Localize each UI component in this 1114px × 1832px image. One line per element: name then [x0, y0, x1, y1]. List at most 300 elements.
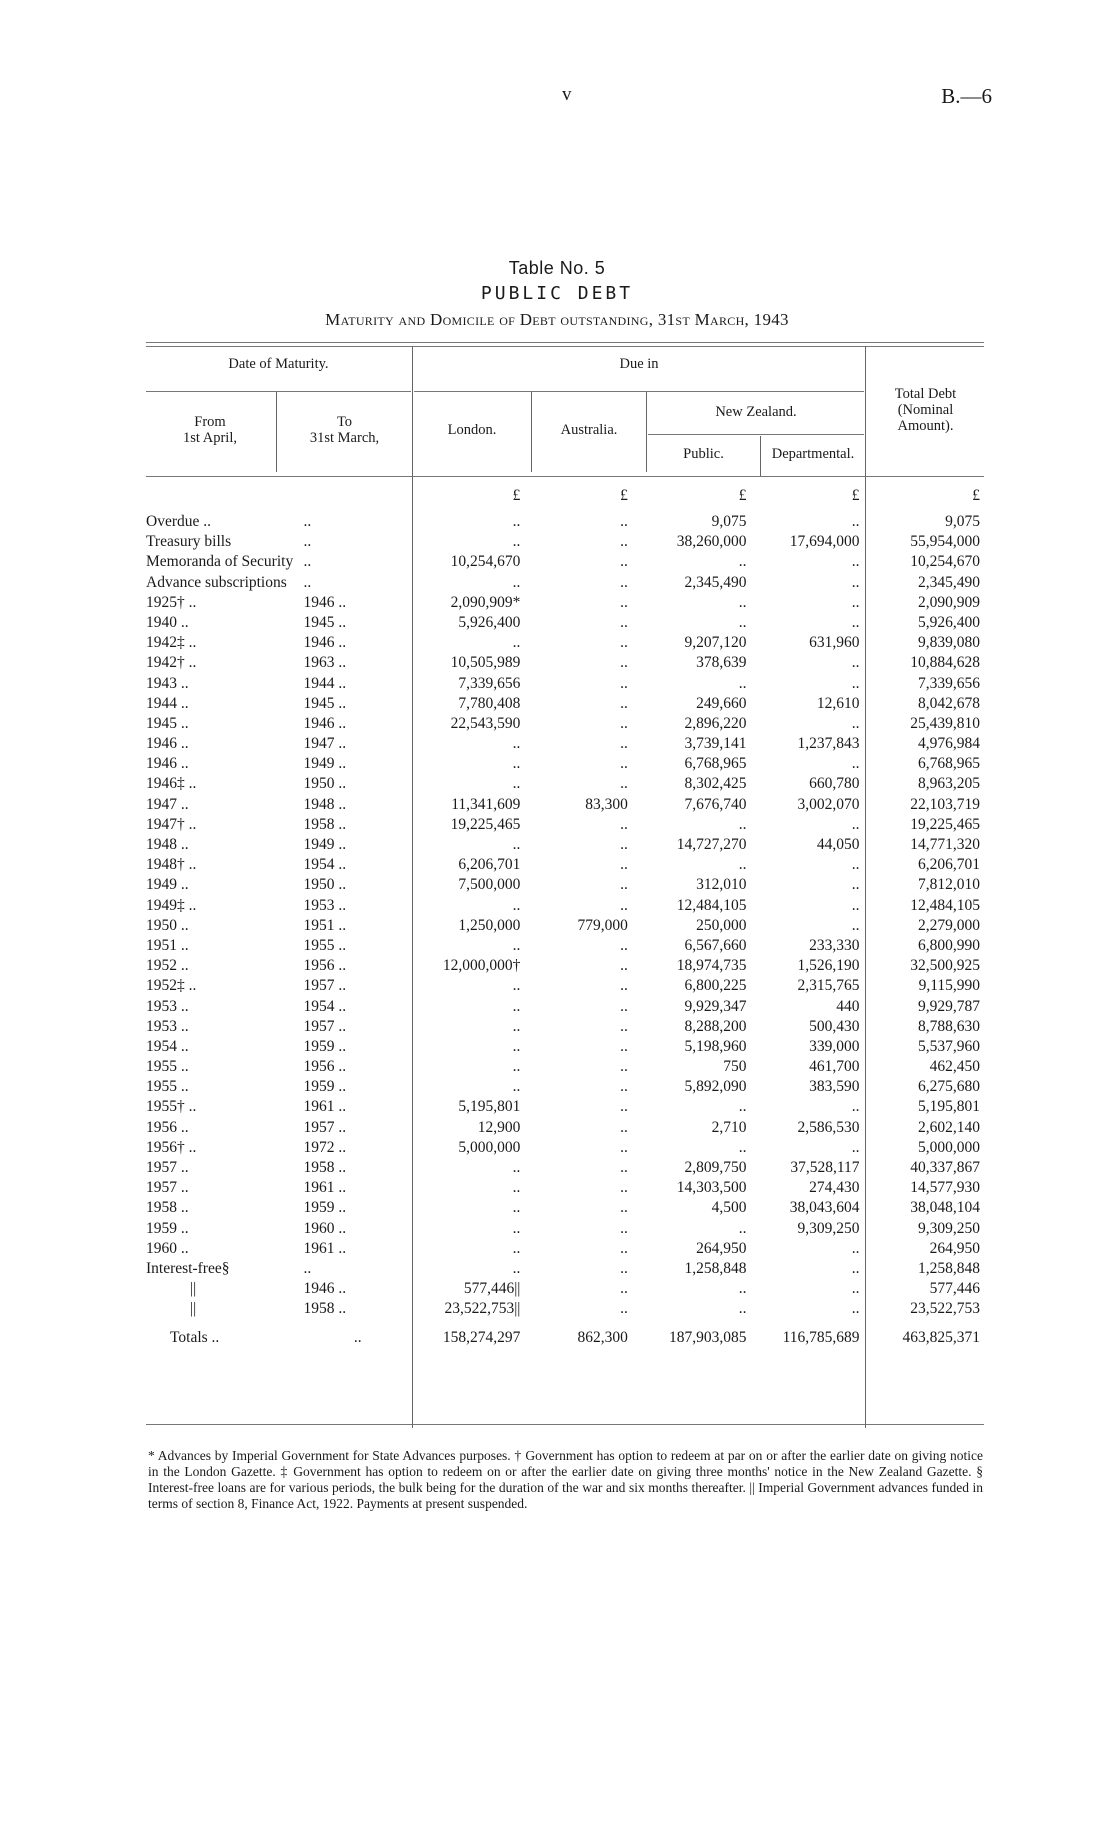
maturity-to: 1959 ..	[303, 1199, 347, 1217]
totals-to: ..	[353, 1328, 362, 1346]
maturity-from: 1958 ..	[146, 1199, 189, 1217]
nz-departmental-value: 383,590	[809, 1078, 860, 1096]
london-value: ..	[512, 513, 521, 530]
london-value: ..	[512, 1239, 521, 1257]
australia-value: ..	[620, 896, 628, 914]
nz-public-value: 9,929,347	[684, 997, 747, 1015]
table-row	[146, 613, 984, 633]
table-row	[146, 1198, 984, 1218]
london-value: ..	[512, 1219, 521, 1237]
total-value: 10,254,670	[910, 553, 980, 571]
australia-value: ..	[620, 1179, 628, 1197]
maturity-to: 1963 ..	[303, 654, 347, 672]
page-number: v	[562, 84, 572, 105]
maturity-to: 1949 ..	[303, 755, 347, 773]
nz-departmental-value: 461,700	[809, 1058, 860, 1076]
total-value: 9,115,990	[918, 977, 980, 995]
australia-value: ..	[620, 1219, 628, 1237]
nz-public-value: 14,727,270	[676, 836, 747, 853]
maturity-to: 1957 ..	[303, 977, 347, 995]
australia-value: ..	[620, 694, 628, 712]
total-value: 264,950	[929, 1239, 980, 1257]
currency-departmental: £	[851, 487, 860, 504]
maturity-from: 1960 ..	[146, 1239, 189, 1257]
total-value: 32,500,925	[910, 957, 980, 975]
maturity-from: 1953 ..	[146, 1017, 189, 1035]
table-row	[146, 1178, 984, 1198]
maturity-to: 1945 ..	[303, 694, 347, 712]
nz-public-value: ..	[738, 1098, 747, 1116]
maturity-from: 1947 ..	[146, 795, 189, 813]
nz-departmental-value: ..	[851, 714, 860, 732]
london-value: ..	[512, 573, 521, 591]
nz-public-value: ..	[738, 1138, 747, 1156]
nz-departmental-value: ..	[851, 1098, 860, 1116]
london-value: ..	[512, 735, 521, 753]
table-row	[146, 1138, 984, 1158]
maturity-to: 1954 ..	[303, 997, 347, 1015]
total-value: 2,279,000	[918, 916, 980, 934]
nz-departmental-value: ..	[851, 876, 860, 894]
table-row	[146, 774, 984, 794]
maturity-from: 1955† ..	[146, 1098, 197, 1116]
table-row	[146, 1259, 984, 1279]
nz-public-value: 378,639	[696, 654, 747, 672]
total-value: 5,537,960	[918, 1037, 980, 1055]
table-row	[146, 573, 984, 593]
australia-value: ..	[620, 714, 628, 732]
nz-public-value: ..	[738, 1219, 747, 1237]
total-debt-header	[867, 386, 984, 434]
australia-value: ..	[620, 997, 628, 1015]
header-top-rule-2	[146, 346, 984, 347]
nz-departmental-value: ..	[851, 613, 860, 631]
nz-departmental-value: ..	[851, 755, 860, 773]
maturity-to: 1946 ..	[303, 593, 347, 611]
maturity-to: ..	[303, 513, 312, 530]
nz-public-value: 264,950	[696, 1239, 747, 1257]
page-header	[0, 84, 1114, 108]
total-value: 22,103,719	[910, 795, 980, 813]
nz-departmental-value: ..	[851, 1300, 860, 1318]
table-bottom-rule	[146, 1424, 984, 1425]
nz-public-value: ..	[738, 553, 747, 571]
maturity-from: Interest-free§	[146, 1259, 230, 1277]
total-value: 7,812,010	[918, 876, 980, 894]
total-header-line-3: Amount).	[897, 418, 954, 434]
table-row	[146, 835, 984, 855]
london-value: 10,505,989	[450, 654, 521, 672]
table-row	[146, 1017, 984, 1037]
maturity-from: 1956 ..	[146, 1118, 189, 1136]
total-value: 14,771,320	[910, 836, 980, 853]
from-header-line-1: From	[194, 414, 226, 430]
nz-departmental-value: ..	[851, 916, 860, 934]
total-value: 577,446	[929, 1280, 980, 1298]
nz-departmental-value: ..	[851, 856, 860, 874]
table-row	[146, 936, 984, 956]
total-value: 9,929,787	[918, 997, 980, 1015]
australia-nz-divider	[646, 392, 647, 472]
nz-departmental-value: 9,309,250	[797, 1219, 860, 1237]
nz-departmental-value: ..	[851, 674, 860, 692]
maturity-to: 1954 ..	[303, 856, 347, 874]
maturity-from: 1949 ..	[146, 876, 189, 894]
australia-value: ..	[620, 775, 628, 793]
table-row	[146, 593, 984, 613]
table-row	[146, 956, 984, 976]
total-value: 9,075	[945, 513, 980, 530]
maturity-from: Treasury bills	[146, 533, 232, 551]
london-value: ..	[512, 936, 521, 954]
maturity-to: 1961 ..	[303, 1179, 347, 1197]
nz-departmental-value: ..	[851, 513, 860, 530]
maturity-to: 1958 ..	[303, 1300, 347, 1318]
new-zealand-rule	[648, 434, 864, 435]
nz-public-value: 250,000	[696, 916, 747, 934]
australia-value: ..	[620, 815, 628, 833]
maturity-to: 1959 ..	[303, 1037, 347, 1055]
due-in-rule	[414, 391, 864, 392]
table-row	[146, 552, 984, 572]
table-row	[146, 694, 984, 714]
nz-departmental-value: ..	[851, 896, 860, 914]
nz-public-value: 9,075	[711, 513, 747, 530]
table-row	[146, 1299, 984, 1319]
from-to-divider	[276, 392, 277, 472]
maturity-to: 1949 ..	[303, 836, 347, 853]
nz-public-value: ..	[738, 593, 747, 611]
table-subtitle: Maturity and Domicile of Debt outstanding, 31st March, 1943	[325, 310, 789, 329]
table-row	[146, 997, 984, 1017]
london-value: ..	[512, 1259, 521, 1277]
table-row	[146, 976, 984, 996]
nz-public-value: 2,809,750	[684, 1159, 747, 1176]
total-value: 5,000,000	[918, 1138, 980, 1156]
australia-value: ..	[620, 1017, 628, 1035]
australia-value: ..	[620, 674, 628, 692]
australia-value: ..	[620, 755, 628, 773]
nz-departmental-value: ..	[851, 573, 860, 591]
maturity-from: 1959 ..	[146, 1219, 189, 1237]
public-header: Public.	[683, 446, 724, 462]
nz-departmental-value: 1,526,190	[797, 957, 860, 975]
maturity-to: 1944 ..	[303, 674, 347, 692]
australia-value: ..	[620, 513, 628, 530]
australia-header: Australia.	[560, 422, 618, 438]
header-top-rule	[146, 342, 984, 343]
maturity-to: 1946 ..	[303, 634, 347, 652]
nz-departmental-value: 233,330	[809, 936, 860, 954]
total-value: 5,926,400	[918, 613, 980, 631]
australia-value: ..	[620, 573, 628, 591]
maturity-to: 1953 ..	[303, 896, 347, 914]
nz-public-value: 2,345,490	[684, 573, 747, 591]
nz-departmental-value: 17,694,000	[789, 533, 860, 551]
london-value: ..	[512, 1017, 521, 1035]
maturity-from: 1948 ..	[146, 836, 189, 853]
total-value: 40,337,867	[910, 1159, 980, 1176]
maturity-to: 1956 ..	[303, 1058, 347, 1076]
nz-public-value: 6,768,965	[684, 755, 747, 773]
london-value: 19,225,465	[450, 815, 521, 833]
nz-public-value: 3,739,141	[684, 735, 747, 753]
london-value: ..	[512, 1199, 521, 1217]
total-value: 55,954,000	[910, 533, 980, 551]
table-row	[146, 714, 984, 734]
new-zealand-header: New Zealand.	[715, 404, 797, 420]
australia-value: ..	[620, 533, 628, 551]
to-header-line-2: 31st March,	[309, 430, 380, 446]
australia-value: ..	[620, 634, 628, 652]
footnotes: * Advances by Imperial Government for State Advances purposes. † Government has option to redeem at par on or after the earlier date on giving notice in the London Gazette. ‡ Government has option to redeem on or after the earlier date on giving three months' notice in the New Zealand Gazette. § Interest-free loans are for various periods, the bulk being for the duration of the war and six months thereafter. || Imperial Government advances funded in terms of section 8, Finance Act, 1922. Payments at present suspended.	[148, 1448, 983, 1511]
london-value: 7,500,000	[458, 876, 521, 894]
maturity-from: Overdue ..	[146, 513, 211, 530]
public-departmental-divider	[760, 436, 761, 476]
london-value: 7,780,408	[458, 694, 521, 712]
london-value: 1,250,000	[458, 916, 521, 934]
table-titles	[0, 258, 1114, 330]
total-header-line-2: (Nominal	[897, 402, 954, 418]
total-value: 6,768,965	[918, 755, 980, 773]
table-row	[146, 1118, 984, 1138]
nz-departmental-value: 339,000	[809, 1037, 860, 1055]
maturity-to: 1960 ..	[303, 1219, 347, 1237]
total-value: 9,309,250	[918, 1219, 980, 1237]
maturity-from: 1943 ..	[146, 674, 189, 692]
table-row	[146, 1158, 984, 1178]
nz-public-value: 312,010	[696, 876, 747, 894]
public-debt-table	[146, 486, 984, 1356]
currency-public: £	[738, 487, 747, 504]
total-value: 12,484,105	[910, 896, 980, 914]
nz-public-value: 18,974,735	[676, 957, 747, 975]
totals-label: Totals ..	[170, 1328, 220, 1346]
london-value: 5,926,400	[458, 613, 521, 631]
due-in-header: Due in	[619, 356, 659, 372]
maturity-to: 1958 ..	[303, 815, 347, 833]
table-row	[146, 1279, 984, 1299]
nz-public-value: 38,260,000	[676, 533, 747, 551]
table-row	[146, 512, 984, 532]
table-number: Table No. 5	[508, 258, 606, 278]
departmental-header: Departmental.	[771, 446, 855, 462]
table-row	[146, 754, 984, 774]
australia-value: ..	[620, 613, 628, 631]
australia-value: ..	[620, 977, 628, 995]
london-value: ..	[512, 836, 521, 853]
australia-value: ..	[620, 1058, 628, 1076]
maturity-from: 1942† ..	[146, 654, 197, 672]
total-value: 8,042,678	[918, 694, 980, 712]
totals-london: 158,274,297	[442, 1328, 521, 1346]
maturity-from: 1948† ..	[146, 856, 197, 874]
nz-public-value: 6,800,225	[684, 977, 747, 995]
nz-public-value: 14,303,500	[676, 1179, 747, 1197]
nz-departmental-value: 2,315,765	[797, 977, 860, 995]
maturity-from: 1955 ..	[146, 1058, 189, 1076]
maturity-from: Memoranda of Security	[146, 553, 294, 571]
table-row	[146, 633, 984, 653]
london-value: 6,206,701	[458, 856, 521, 874]
maturity-to: 1948 ..	[303, 795, 347, 813]
london-value: ..	[512, 1037, 521, 1055]
total-value: 38,048,104	[910, 1199, 980, 1217]
nz-departmental-value: ..	[851, 654, 860, 672]
nz-departmental-value: 660,780	[809, 775, 860, 793]
total-value: 462,450	[929, 1058, 980, 1076]
maturity-to: ..	[303, 573, 312, 591]
maturity-from: 1945 ..	[146, 714, 189, 732]
table-row	[146, 916, 984, 936]
maturity-from: ||	[190, 1280, 197, 1298]
maturity-to: 1947 ..	[303, 735, 347, 753]
table-row	[146, 1037, 984, 1057]
nz-departmental-value: 1,237,843	[797, 735, 860, 753]
totals-departmental: 116,785,689	[782, 1328, 860, 1346]
nz-departmental-value: ..	[851, 553, 860, 571]
nz-public-value: 8,302,425	[684, 775, 747, 793]
australia-value: ..	[620, 1259, 628, 1277]
maturity-from: 1952 ..	[146, 957, 189, 975]
nz-departmental-value: 274,430	[809, 1179, 860, 1197]
nz-public-value: 5,198,960	[684, 1037, 747, 1055]
australia-value: ..	[620, 1199, 628, 1217]
nz-public-value: 7,676,740	[684, 795, 747, 813]
maturity-from: 1957 ..	[146, 1159, 189, 1176]
australia-value: ..	[620, 654, 628, 672]
australia-value: ..	[620, 1300, 628, 1318]
total-value: 9,839,080	[918, 634, 980, 652]
nz-public-value: 4,500	[711, 1199, 747, 1217]
maturity-from: 1946 ..	[146, 755, 189, 773]
maturity-from: 1953 ..	[146, 997, 189, 1015]
maturity-to: 1961 ..	[303, 1239, 347, 1257]
nz-departmental-value: ..	[851, 1259, 860, 1277]
currency-australia: £	[620, 487, 628, 504]
table-title: PUBLIC DEBT	[480, 283, 634, 304]
london-value: ..	[512, 775, 521, 793]
nz-departmental-value: ..	[851, 1239, 860, 1257]
maturity-to: 1957 ..	[303, 1017, 347, 1035]
nz-public-value: 8,288,200	[684, 1017, 747, 1035]
australia-value: ..	[620, 876, 628, 894]
currency-row	[146, 486, 984, 512]
maturity-from: ||	[190, 1300, 197, 1318]
header-bottom-rule	[146, 476, 984, 477]
london-value: 577,446||	[463, 1280, 521, 1298]
nz-departmental-value: 2,586,530	[797, 1118, 860, 1136]
london-value: ..	[512, 997, 521, 1015]
from-header	[146, 414, 274, 446]
maturity-to: 1955 ..	[303, 936, 347, 954]
total-value: 2,602,140	[918, 1118, 980, 1136]
maturity-from: 1944 ..	[146, 694, 189, 712]
nz-public-value: ..	[738, 1300, 747, 1318]
maturity-from: 1940 ..	[146, 613, 189, 631]
table-row	[146, 674, 984, 694]
total-value: 23,522,753	[910, 1300, 980, 1318]
total-value: 14,577,930	[910, 1179, 980, 1197]
australia-value: ..	[620, 1037, 628, 1055]
maturity-to: 1946 ..	[303, 1280, 347, 1298]
australia-value: 779,000	[577, 916, 628, 934]
london-value: 22,543,590	[450, 714, 521, 732]
total-value: 5,195,801	[918, 1098, 980, 1116]
nz-departmental-value: 38,043,604	[789, 1199, 860, 1217]
maturity-from: 1942‡ ..	[146, 634, 197, 652]
total-value: 6,800,990	[918, 936, 980, 954]
nz-departmental-value: ..	[851, 593, 860, 611]
maturity-to: 1957 ..	[303, 1118, 347, 1136]
to-header-line-1: To	[336, 414, 353, 430]
maturity-from: 1957 ..	[146, 1179, 189, 1197]
maturity-from: 1951 ..	[146, 936, 189, 954]
total-header-line-1: Total Debt	[894, 386, 957, 402]
australia-value: ..	[620, 1118, 628, 1136]
australia-value: ..	[620, 553, 628, 571]
table-row	[146, 1077, 984, 1097]
table-row	[146, 532, 984, 552]
total-value: 8,963,205	[918, 775, 980, 793]
london-value: ..	[512, 634, 521, 652]
australia-value: ..	[620, 936, 628, 954]
to-header	[278, 414, 411, 446]
from-header-line-2: 1st April,	[183, 430, 237, 446]
total-value: 6,275,680	[918, 1078, 980, 1096]
nz-public-value: ..	[738, 613, 747, 631]
nz-public-value: 9,207,120	[684, 634, 747, 652]
australia-value: ..	[620, 1098, 628, 1116]
date-group-rule	[146, 391, 411, 392]
london-value: ..	[512, 1078, 521, 1096]
london-value: 11,341,609	[451, 795, 521, 813]
table-row	[146, 896, 984, 916]
australia-value: ..	[620, 856, 628, 874]
total-value: 19,225,465	[910, 815, 980, 833]
maturity-from: 1954 ..	[146, 1037, 189, 1055]
london-value: 7,339,656	[458, 674, 521, 692]
maturity-from: 1946 ..	[146, 735, 189, 753]
table-row	[146, 1239, 984, 1259]
nz-public-value: 2,710	[711, 1118, 747, 1136]
table-row	[146, 815, 984, 835]
london-value: ..	[512, 1159, 521, 1176]
maturity-from: 1952‡ ..	[146, 977, 197, 995]
london-value: 2,090,909*	[450, 593, 521, 611]
nz-public-value: ..	[738, 674, 747, 692]
australia-value: ..	[620, 836, 628, 853]
london-value: 5,000,000	[458, 1138, 521, 1156]
maturity-to: 1945 ..	[303, 613, 347, 631]
nz-departmental-value: ..	[851, 1138, 860, 1156]
london-value: ..	[512, 755, 521, 773]
nz-public-value: ..	[738, 1280, 747, 1298]
table-row	[146, 1219, 984, 1239]
nz-departmental-value: 12,610	[816, 694, 860, 712]
maturity-to: 1972 ..	[303, 1138, 347, 1156]
nz-public-value: 12,484,105	[676, 896, 747, 914]
totals-australia: 862,300	[577, 1328, 628, 1346]
nz-public-value: 5,892,090	[684, 1078, 747, 1096]
australia-value: ..	[620, 735, 628, 753]
maturity-from: 1956† ..	[146, 1138, 197, 1156]
maturity-to: ..	[303, 553, 312, 571]
nz-public-value: 2,896,220	[684, 714, 747, 732]
total-value: 6,206,701	[918, 856, 980, 874]
currency-london: £	[512, 487, 521, 504]
nz-public-value: ..	[738, 856, 747, 874]
